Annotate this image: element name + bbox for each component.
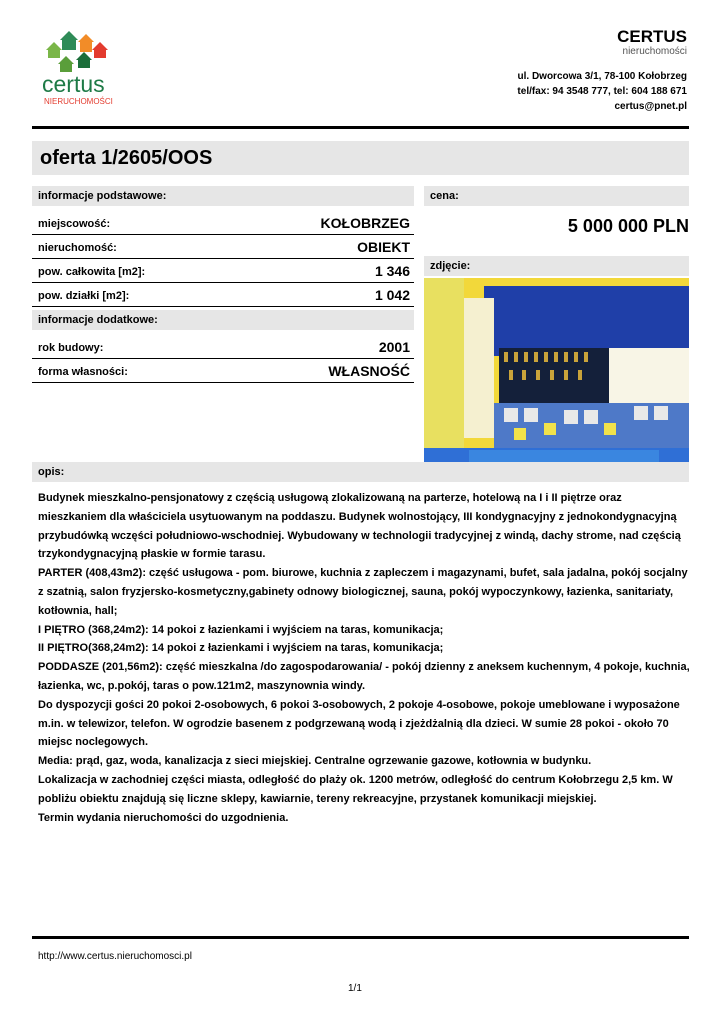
info-row-ownership (32, 359, 414, 383)
row-label: miejscowość: (38, 218, 111, 230)
footer-url-link[interactable]: http://www.certus.nieruchomosci.pl (38, 951, 192, 962)
company-name: CERTUS (617, 27, 687, 46)
row-label: rok budowy: (38, 342, 104, 354)
row-label: pow. całkowita [m2]: (38, 266, 146, 278)
property-photo (424, 278, 689, 462)
offer-title-bar (32, 141, 689, 175)
row-value: OBIEKT (357, 239, 410, 255)
description-heading: opis: (32, 462, 689, 482)
basic-info-heading: informacje podstawowe: (32, 186, 414, 206)
description-text (38, 489, 690, 827)
svg-text:certus: certus (42, 71, 105, 97)
extra-info-heading: informacje dodatkowe: (32, 310, 414, 330)
info-row-total-area (32, 259, 414, 283)
email-text: certus@pnet.pl (614, 101, 687, 112)
footer-divider (32, 936, 689, 939)
company-logo (38, 26, 128, 110)
row-label: nieruchomość: (38, 242, 117, 254)
row-label: pow. działki [m2]: (38, 290, 130, 302)
svg-text:NIERUCHOMOŚCI: NIERUCHOMOŚCI (44, 97, 113, 106)
row-value: 1 346 (374, 263, 410, 279)
description-paragraph: Lokalizacja w zachodniej części miasta, odległość do plaży ok. 1200 metrów, odległość do centrum Kołobrzegu 2,5 km. W pobliżu obiektu znajdują się liczne sklepy, kawiarnie, tereny rekreacyjne, przystanek komunikacji miejskiej. (38, 773, 673, 805)
contact-block (517, 69, 687, 114)
info-row-city (32, 211, 414, 235)
address-text: ul. Dworcowa 3/1, 78-100 Kołobrzeg (517, 71, 687, 82)
company-block (617, 28, 687, 58)
description-paragraph: PARTER (408,43m2): część usługowa - pom. biurowe, kuchnia z zapleczem i magazynami, bufet, sala jadalna, pokój socjalny z szatnią, salon fryzjersko-kosmetyczny,gabinety odnowy biologicznej, sauna, pokój wypoczynkowy, łazienka, sanitariaty, kotłownia, hall; (38, 567, 688, 617)
company-subtitle: nieruchomości (622, 46, 687, 57)
description-paragraph: Budynek mieszkalno-pensjonatowy z częścią usługową zlokalizowaną na parterze, hotelową na I i II piętrze oraz mieszkaniem dla właściciela usytuowanym na poddaszu. Budynek wolnostojący, III kondygnacyjny z jednokondygnacyjną przybudówką wczęści południowo-wschodniej. Wybudowany w technologii tradycyjnej z windą, dachy strome, nad częścią trzykondygnacyjną płaskie w formie tarasu. (38, 492, 681, 561)
row-value: 1 042 (374, 287, 410, 303)
description-paragraph: II PIĘTRO(368,24m2): 14 pokoi z łazienkami i wyjściem na taras, komunikacja; (38, 642, 444, 655)
info-row-property (32, 235, 414, 259)
info-row-plot-area (32, 283, 414, 307)
offer-title: oferta 1/2605/OOS (40, 147, 213, 169)
info-row-year (32, 335, 414, 359)
photo-heading: zdjęcie: (424, 256, 689, 276)
description-paragraph: I PIĘTRO (368,24m2): 14 pokoi z łazienkami i wyjściem na taras, komunikacja; (38, 623, 444, 636)
row-value: KOŁOBRZEG (320, 215, 410, 231)
description-paragraph: Media: prąd, gaz, woda, kanalizacja z sieci miejskiej. Centralne ogrzewanie gazowe, kotłownia w budynku. (38, 755, 592, 768)
phone-text: tel/fax: 94 3548 777, tel: 604 188 671 (517, 86, 687, 97)
row-label: forma własności: (38, 366, 128, 378)
description-paragraph: Do dyspozycji gości 20 pokoi 2-osobowych, 6 pokoi 3-osobowych, 2 pokoje 4-osobowe, pokoje umeblowane i wyposażone m.in. w telewizor, telefon. W ogrodzie basenem z podgrzewaną wodą i zjeżdżalnią dla dzieci. W sumie 28 pokoi - około 70 miejsc noclegowych. (38, 698, 680, 749)
price-heading: cena: (424, 186, 689, 206)
description-paragraph: Termin wydania nieruchomości do uzgodnienia. (38, 811, 289, 824)
header-divider (32, 126, 689, 129)
price-value: 5 000 000 PLN (567, 216, 689, 236)
row-value: 2001 (378, 339, 410, 355)
description-paragraph: PODDASZE (201,56m2): część mieszkalna /do zagospodarowania/ - pokój dzienny z aneksem kuchennym, 4 pokoje, kuchnia, łazienka, wc, p.pokój, taras o pow.121m2, maszynownia windy. (38, 661, 690, 692)
row-value: WŁASNOŚĆ (328, 363, 410, 379)
page-number: 1/1 (348, 983, 362, 994)
